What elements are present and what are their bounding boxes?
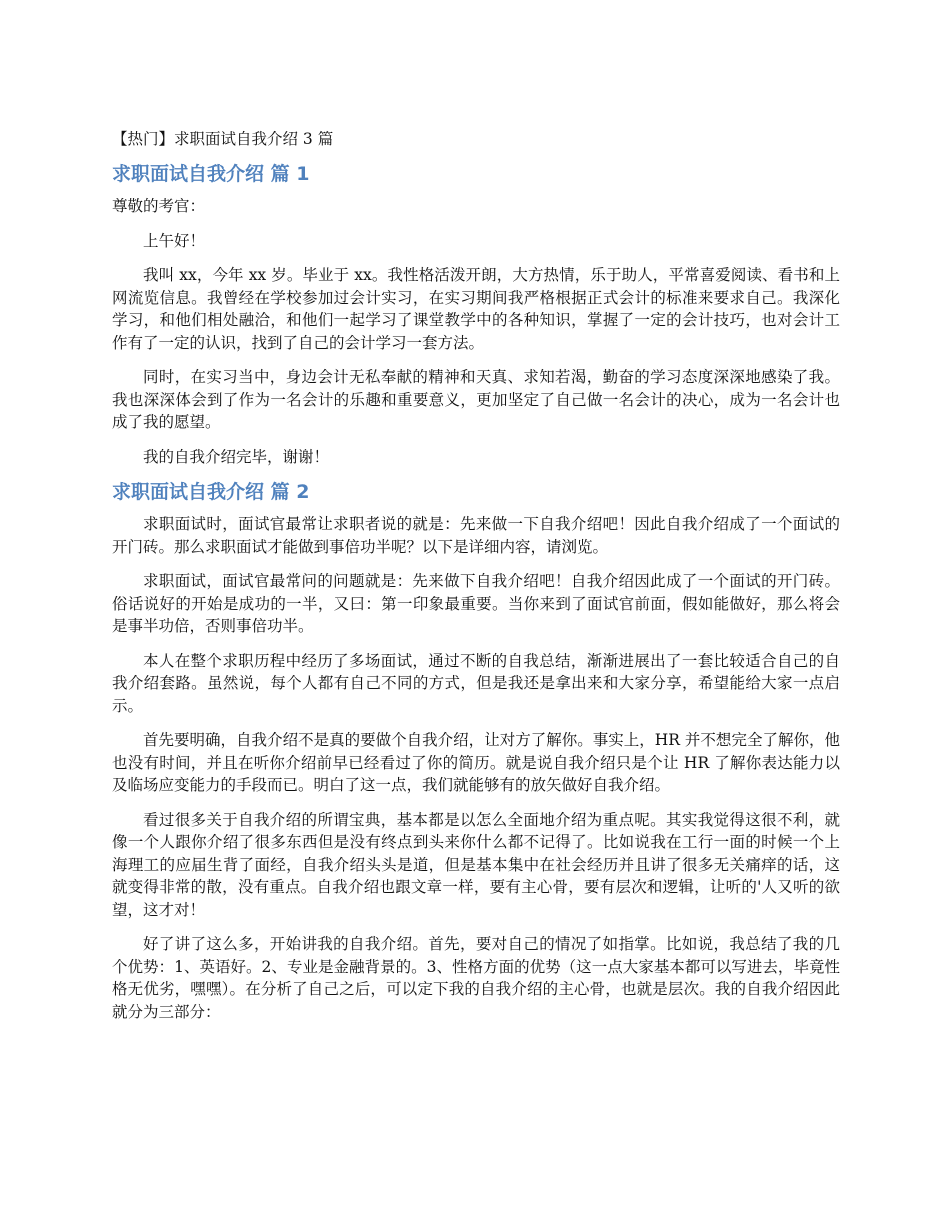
paragraph: 我叫 xx，今年 xx 岁。毕业于 xx。我性格活泼开朗，大方热情，乐于助人，平常喜爱阅读、看书和上网流览信息。我曾经在学校参加过会计实习，在实习期间我严格根据正式会计的标准来要求自己。我深化学习，和他们相处融洽，和他们一起学习了课堂教学中的各种知识，掌握了一定的会计技巧，也对会计工作有了一定的认识，找到了自己的会计学习一套方法。 (112, 266, 840, 352)
document-page (112, 128, 840, 1035)
section-heading: 求职面试自我介绍 篇 2 (112, 481, 310, 503)
document-title: 【热门】求职面试自我介绍 3 篇 (112, 130, 334, 148)
section-1 (112, 162, 840, 468)
paragraph-closing: 我的自我介绍完毕，谢谢！ (143, 447, 330, 466)
section-heading: 求职面试自我介绍 篇 1 (112, 163, 310, 185)
paragraph: 首先要明确，自我介绍不是真的要做个自我介绍，让对方了解你。事实上，HR 并不想完全了解你，他也没有时间，并且在听你介绍前早已经看过了你的简历。就是说自我介绍只是个让 HR 了解你表达能力以及临场应变能力的手段而已。明白了这一点，我们就能够有的放矢做好自我介绍。 (112, 731, 840, 794)
paragraph: 求职面试，面试官最常问的问题就是：先来做下自我介绍吧！自我介绍因此成了一个面试的开门砖。俗话说好的开始是成功的一半，又曰：第一印象最重要。当你来到了面试官前面，假如能做好，那么将会是事半功倍，否则事倍功半。 (112, 572, 840, 635)
paragraph-greeting: 上午好！ (143, 231, 206, 250)
section-2 (112, 480, 840, 1023)
paragraph-salutation: 尊敬的考官： (112, 197, 206, 215)
paragraph: 本人在整个求职历程中经历了多场面试，通过不断的自我总结，渐渐进展出了一套比较适合自己的自我介绍套路。虽然说，每个人都有自己不同的方式，但是我还是拿出来和大家分享，希望能给大家一点启示。 (112, 651, 840, 715)
paragraph: 求职面试时，面试官最常让求职者说的就是：先来做一下自我介绍吧！因此自我介绍成了一个面试的开门砖。那么求职面试才能做到事倍功半呢？以下是详细内容，请浏览。 (112, 515, 840, 556)
paragraph: 看过很多关于自我介绍的所谓宝典，基本都是以怎么全面地介绍为重点呢。其实我觉得这很不利，就像一个人跟你介绍了很多东西但是没有终点到头来你什么都不记得了。比如说我在工行一面的时候一个上海理工的应届生背了面经，自我介绍头头是道，但是基本集中在社会经历并且讲了很多无关痛痒的话，这就变得非常的散，没有重点。自我介绍也跟文章一样，要有主心骨，要有层次和逻辑，让听的'人又听的欲望，这才对！ (112, 810, 840, 919)
paragraph: 同时，在实习当中，身边会计无私奉献的精神和天真、求知若渴，勤奋的学习态度深深地感染了我。我也深深体会到了作为一名会计的乐趣和重要意义，更加坚定了自己做一名会计的决心，成为一名会计也成了我的愿望。 (112, 368, 840, 431)
paragraph: 好了讲了这么多，开始讲我的自我介绍。首先，要对自己的情况了如指掌。比如说，我总结了我的几个优势：1、英语好。2、专业是金融背景的。3、性格方面的优势（这一点大家基本都可以写进去，毕竟性格无优劣，嘿嘿）。在分析了自己之后，可以定下我的自我介绍的主心骨，也就是层次。我的自我介绍因此就分为三部分： (112, 935, 840, 1021)
